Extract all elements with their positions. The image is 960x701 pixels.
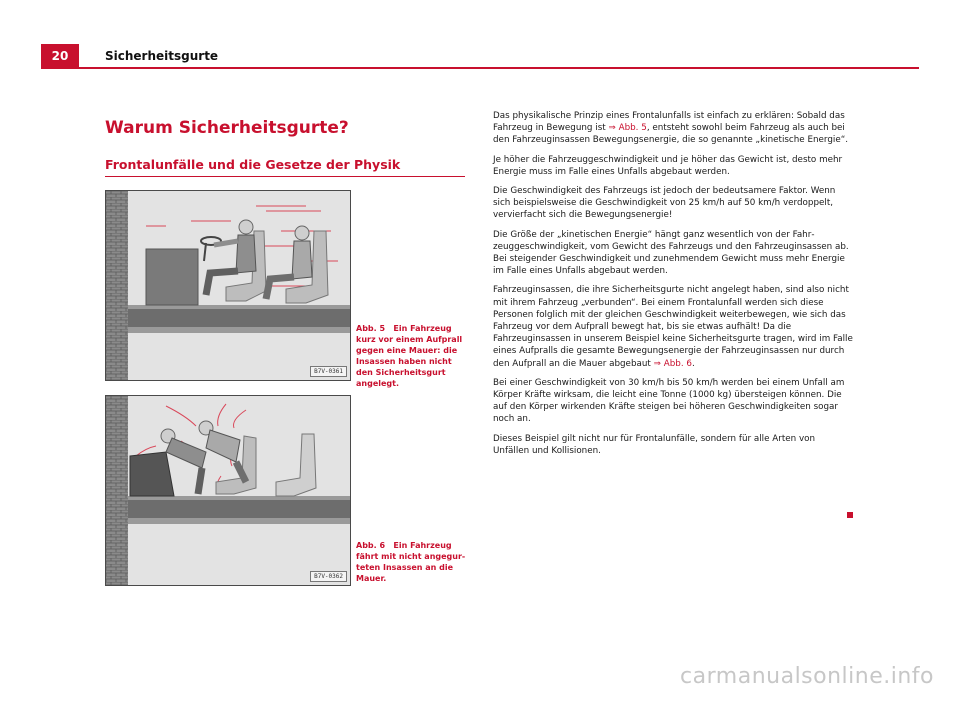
cross-reference-link-abb-6[interactable]: ⇒ Abb. 6 bbox=[653, 358, 692, 369]
paragraph bbox=[493, 284, 853, 369]
figure-code: B7V-0362 bbox=[310, 571, 347, 582]
text-run: . bbox=[691, 358, 695, 369]
illustration-car-impact bbox=[106, 396, 350, 585]
page-number: 20 bbox=[41, 44, 79, 68]
paragraph bbox=[493, 110, 853, 147]
illustration-car-before-impact bbox=[106, 191, 350, 380]
figure-caption-abb-5 bbox=[356, 323, 466, 389]
paragraph: Je höher die Fahrzeuggeschwindigkeit und je höher das Gewicht ist, desto mehr Energie muss im Falle eines Unfalls abgebaut werden. bbox=[493, 154, 843, 177]
figure-abb-6 bbox=[105, 395, 351, 586]
figure-caption-abb-6 bbox=[356, 540, 466, 584]
text-run: Das physikalische Prinzip eines Frontalunfalls ist einfach zu erklären: Sobald das Fahrzeug in Bewegung ist bbox=[493, 111, 845, 134]
figure-caption-text: Ein Fahrzeug fährt mit nicht angegurteten Insassen an die Mauer. bbox=[356, 541, 466, 583]
figure-code: B7V-0361 bbox=[310, 366, 347, 377]
cross-reference-link-abb-5[interactable]: ⇒ Abb. 5 bbox=[608, 123, 647, 134]
sub-heading-rule bbox=[105, 176, 465, 177]
sub-heading: Frontalunfälle und die Gesetze der Physik bbox=[105, 157, 401, 172]
page-heading: Warum Sicherheitsgurte? bbox=[105, 118, 349, 138]
section-end-marker bbox=[847, 512, 853, 518]
paragraph: Dieses Beispiel gilt nicht nur für Frontalunfälle, sondern für alle Arten von Unfällen und Kollisionen. bbox=[493, 433, 816, 456]
body-text bbox=[493, 110, 853, 464]
paragraph: Die Größe der „kinetischen Energie“ hängt ganz wesentlich von der Fahrzeuggeschwindigkeit, vom Gewicht des Fahrzeugs und den Fahrzeuginsassen ab. Bei steigender Geschwindigkeit und zunehmendem Gewicht muss mehr Energie im Falle eines Unfalls abgebaut werden. bbox=[493, 229, 849, 277]
figure-label: Abb. 5 bbox=[356, 324, 386, 333]
figure-caption-text: Ein Fahrzeug kurz vor einem Aufprall gegen eine Mauer: die Insassen haben nicht den Sicherheitsgurt angelegt. bbox=[356, 324, 463, 388]
section-title: Sicherheitsgurte bbox=[105, 49, 219, 63]
text-run: , entsteht sowohl beim Fahrzeug als auch bei den Fahrzeuginsassen Bewegungsenergie, die so genannte „kinetische Energie“. bbox=[493, 123, 849, 146]
header-rule bbox=[41, 67, 919, 69]
paragraph: Die Geschwindigkeit des Fahrzeugs ist jedoch der bedeutsamere Faktor. Wenn sich beispielsweise die Geschwindigkeit von 25 km/h auf 50 km/h verdoppelt, vervierfacht sich die Bewegungsenergie! bbox=[493, 186, 836, 221]
watermark: carmanualsonline.info bbox=[680, 664, 934, 689]
paragraph: Bei einer Geschwindigkeit von 30 km/h bis 50 km/h werden bei einem Unfall am Körper Kräfte wirksam, die leicht eine Tonne (1000 kg) übersteigen können. Die auf den Körper wirkenden Kräfte steigen bei höheren Geschwindigkeiten sogar noch an. bbox=[493, 377, 845, 425]
figure-abb-5 bbox=[105, 190, 351, 381]
text-run: Fahrzeuginsassen, die ihre Sicherheitsgurte nicht angelegt haben, sind also nicht mit ihrem Fahrzeug „verbunden“. Bei einem Frontalunfall werden sich diese Personen folglich mit der gleichen Geschwindigkeit weiterbewegen, wie sich das Fahrzeug vor dem Aufprall bewegt hat, bis sie etwas aufhält! Da die Fahrzeuginsassen in unserem Beispiel keine Sicherheitsgurte tragen, wird im Falle eines Aufpralls die gesamte Bewegungsenergie der Fahrzeuginsassen nur durch den Aufprall an die Mauer abgebaut bbox=[493, 285, 853, 369]
figure-label: Abb. 6 bbox=[356, 541, 386, 550]
